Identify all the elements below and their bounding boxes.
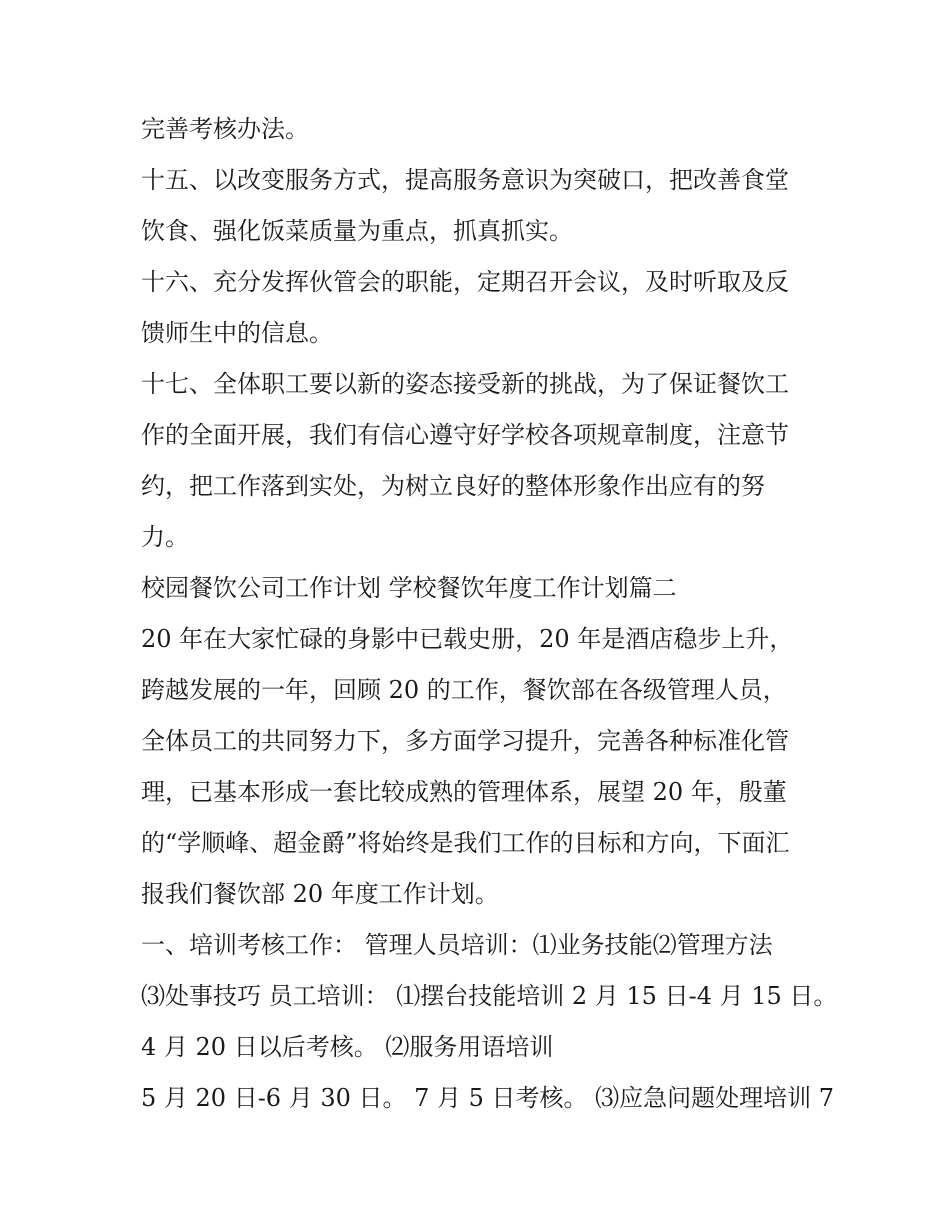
text-line: 完善考核办法。 <box>141 115 309 143</box>
text-line: 5 月 20 日-6 月 30 日。 7 月 5 日考核。 ⑶应急问题处理培训 7 <box>141 1084 835 1112</box>
text-line: 饮食、强化饭菜质量为重点，抓真抓实。 <box>141 217 573 245</box>
text-line: ⑶处事技巧 员工培训： ⑴摆台技能培训 2 月 15 日-4 月 15 日。 <box>141 982 838 1010</box>
text-line: 全体员工的共同努力下，多方面学习提升，完善各种标准化管 <box>141 727 789 755</box>
text-line: 20 年在大家忙碌的身影中已载史册，20 年是酒店稳步上升， <box>141 625 794 653</box>
text-line: 十五、以改变服务方式，提高服务意识为突破口，把改善食堂 <box>141 166 789 194</box>
section-heading: 校园餐饮公司工作计划 学校餐饮年度工作计划篇二 <box>141 574 677 602</box>
text-line: 约，把工作落到实处，为树立良好的整体形象作出应有的努 <box>141 472 765 500</box>
text-line: 理，已基本形成一套比较成熟的管理体系，展望 20 年，殷董 <box>141 778 787 806</box>
text-line: 跨越发展的一年，回顾 20 的工作，餐饮部在各级管理人员， <box>141 676 787 704</box>
text-line: 馈师生中的信息。 <box>141 319 333 347</box>
text-line: 十七、全体职工要以新的姿态接受新的挑战，为了保证餐饮工 <box>141 370 789 398</box>
text-line: 报我们餐饮部 20 年度工作计划。 <box>141 880 499 908</box>
document-body <box>141 104 838 1124</box>
text-line: 作的全面开展，我们有信心遵守好学校各项规章制度，注意节 <box>141 421 789 449</box>
text-line: 4 月 20 日以后考核。 ⑵服务用语培训 <box>141 1033 554 1061</box>
text-line: 一、培训考核工作： 管理人员培训：⑴业务技能⑵管理方法 <box>141 931 773 959</box>
text-line: 十六、充分发挥伙管会的职能，定期召开会议，及时听取及反 <box>141 268 789 296</box>
text-line: 的“学顺峰、超金爵”将始终是我们工作的目标和方向，下面汇 <box>141 829 790 857</box>
text-line: 力。 <box>141 523 189 551</box>
